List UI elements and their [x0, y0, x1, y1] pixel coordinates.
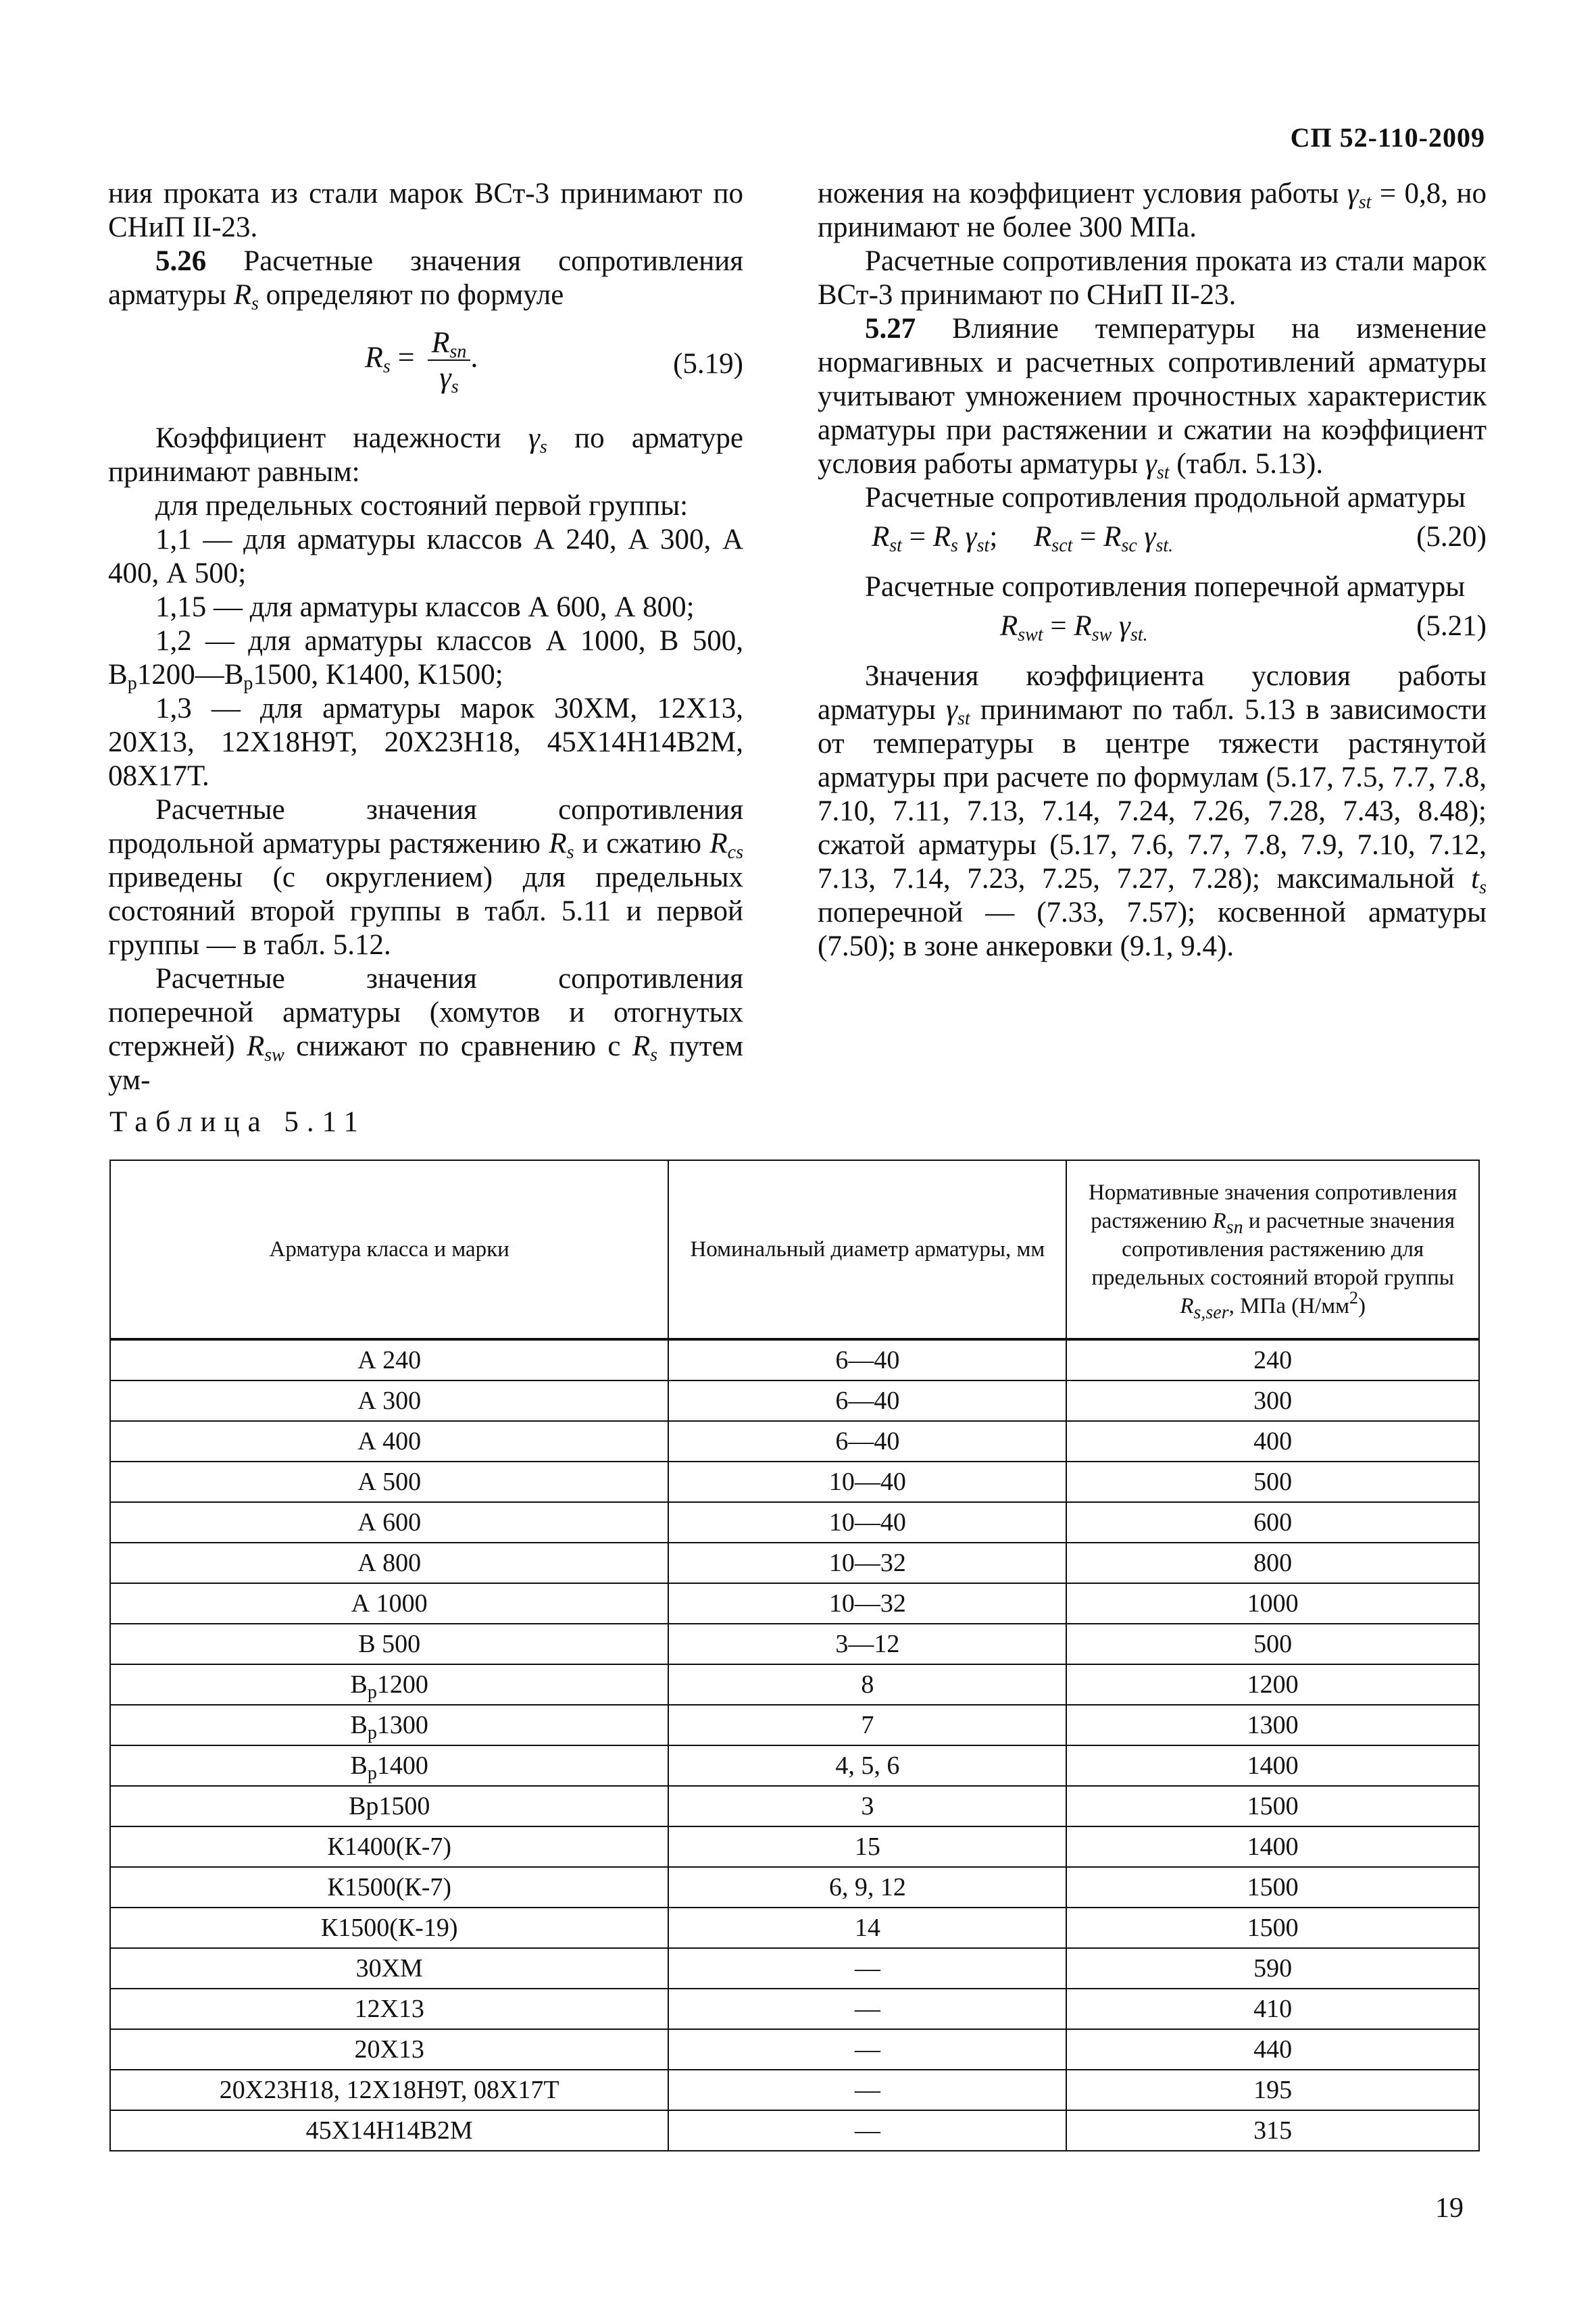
cell-resistance-value: 1500 [1066, 1867, 1479, 1908]
table-row [110, 2029, 1479, 2070]
table-row [110, 1421, 1479, 1462]
cell-diameter: — [668, 1948, 1066, 1989]
formula-fraction: $\frac{R_{sn}}{\gamma_s}$ [428, 326, 471, 395]
cell-grade: К1400(К-7) [110, 1826, 668, 1867]
cell-grade: А 600 [110, 1502, 668, 1543]
cell-grade: А 240 [110, 1339, 668, 1380]
cell-resistance-value: 400 [1066, 1421, 1479, 1462]
table-row [110, 1462, 1479, 1502]
cell-grade: К1500(К-7) [110, 1867, 668, 1908]
cell-resistance-value: 1300 [1066, 1705, 1479, 1745]
table-row [110, 1745, 1479, 1786]
cell-resistance-value: 1500 [1066, 1786, 1479, 1826]
cell-resistance-value: 600 [1066, 1502, 1479, 1543]
table-row [110, 1664, 1479, 1705]
header-resistance: Нормативные значения сопротивления растяжению $R_{sn}$ и расчетные значения сопротивления растяжению для предельных состояний второй группы $R_{s,ser}$, МПа $(Н/мм^2)$ [1066, 1160, 1479, 1339]
list-item: 1,3 — для арматуры марок 30ХМ, 12Х13, 20Х13, 12Х18Н9Т, 20Х23Н18, 45Х14Н14В2М, 08Х17Т. [108, 693, 743, 792]
table-row [110, 1867, 1479, 1908]
section-number: 5.27 [865, 313, 916, 345]
cell-diameter: — [668, 2029, 1066, 2070]
cell-resistance-value: 500 [1066, 1624, 1479, 1664]
header-diameter: Номинальный диаметр арматуры, мм [668, 1160, 1066, 1339]
paragraph-vst3: Расчетные сопротивления проката из стали марок ВСт-3 принимают по СНиП II-23. [818, 245, 1487, 311]
table-header-row [110, 1160, 1479, 1339]
cell-diameter: 14 [668, 1908, 1066, 1948]
formula-number: (5.20) [1416, 521, 1487, 553]
right-text-column [818, 177, 1487, 964]
cell-resistance-value: 240 [1066, 1339, 1479, 1380]
cell-diameter: 10—40 [668, 1462, 1066, 1502]
cell-grade: А 1000 [110, 1583, 668, 1624]
cell-diameter: 6, 9, 12 [668, 1867, 1066, 1908]
cell-diameter: 10—32 [668, 1583, 1066, 1624]
formula-5-21: $R_{swt} = R_{sw}$ $\gamma_{st.}$ (5.21) [1000, 610, 1487, 645]
cell-grade: $В_р1300$ [110, 1705, 668, 1745]
paragraph-reliability-coefficient: Коэффициент надежности $\gamma_s$ по арматуре принимают равным: [108, 422, 743, 488]
cell-diameter: 6—40 [668, 1421, 1066, 1462]
cell-resistance-value: 1500 [1066, 1908, 1479, 1948]
cell-diameter: — [668, 2070, 1066, 2110]
cell-grade: 20Х13 [110, 2029, 668, 2070]
cell-diameter: 4, 5, 6 [668, 1745, 1066, 1786]
cell-diameter: 3 [668, 1786, 1066, 1826]
cell-resistance-value: 300 [1066, 1380, 1479, 1421]
paragraph-coefficient-values: Значения коэффициента условия работы арматуры $\gamma_{st}$ принимают по табл. 5.13 в зависимости от температуры в центре тяжести растянутой арматуры при расчете по формулам (5.17, 7.5, 7.7, 7.8, 7.10, 7.11, 7.13, 7.14, 7.24, 7.26, 7.28, 7.43, 8.48); сжатой арматуры (5.17, 7.6, 7.7, 7.8, 7.9, 7.10, 7.12, 7.13, 7.14, 7.23, 7.25, 7.27, 7.28); максимальной $t_s$ поперечной — (7.33, 7.57); косвенной арматуры (7.50); в зоне анкеровки (9.1, 9.4). [818, 660, 1487, 962]
paragraph-transverse-resistance: Расчетные значения сопротивления поперечной арматуры (хомутов и отогнутых стержней) $R_{sw}$ снижают по сравнению с $R_s$ путем ум- [108, 963, 743, 1096]
cell-resistance-value: 1000 [1066, 1583, 1479, 1624]
paragraph-longitudinal-resistance: Расчетные значения сопротивления продольной арматуры растяжению $R_s$ и сжатию $R_{cs}$ приведены (с округлением) для предельных состояний второй группы в табл. 5.11 и первой группы — в табл. 5.12. [108, 794, 743, 961]
cell-resistance-value: 800 [1066, 1543, 1479, 1583]
cell-grade: 12Х13 [110, 1989, 668, 2029]
document-code-header: СП 52-110-2009 [1290, 122, 1485, 153]
cell-resistance-value: 500 [1066, 1462, 1479, 1502]
formula-number: (5.19) [673, 348, 743, 380]
cell-diameter: 3—12 [668, 1624, 1066, 1664]
cell-diameter: 6—40 [668, 1380, 1066, 1421]
table-row [110, 1502, 1479, 1543]
paragraph-continuation: ножения на коэффициент условия работы $\gamma_{st} = 0,8$, но принимают не более 300 МПа. [818, 178, 1487, 243]
cell-diameter: 6—40 [668, 1339, 1066, 1380]
cell-grade: 45Х14Н14В2М [110, 2110, 668, 2151]
cell-diameter: — [668, 2110, 1066, 2151]
cell-grade: А 400 [110, 1421, 668, 1462]
list-item: 1,15 — для арматуры классов А 600, А 800; [155, 591, 695, 623]
formula-number: (5.21) [1416, 610, 1487, 642]
cell-grade: А 500 [110, 1462, 668, 1502]
cell-resistance-value: 410 [1066, 1989, 1479, 2029]
table-row [110, 1380, 1479, 1421]
cell-resistance-value: 590 [1066, 1948, 1479, 1989]
list-item: 1,2 — для арматуры классов А 1000, В 500, $В_р1200—В_р1500$, К1400, К1500; [108, 625, 743, 694]
table-body [110, 1339, 1479, 2151]
cell-diameter: 15 [668, 1826, 1066, 1867]
paragraph-5-26: 5.26 Расчетные значения сопротивления арматуры $R_s$ определяют по формуле [108, 245, 743, 314]
section-number: 5.26 [155, 245, 207, 277]
cell-resistance-value: 315 [1066, 2110, 1479, 2151]
paragraph-continuation: ния проката из стали марок ВСт-3 принимают по СНиП II-23. [108, 178, 743, 243]
cell-diameter: 8 [668, 1664, 1066, 1705]
cell-grade: $В_р1200$ [110, 1664, 668, 1705]
cell-diameter: — [668, 1989, 1066, 2029]
paragraph-longitudinal: Расчетные сопротивления продольной арматуры [865, 482, 1466, 514]
table-5-11 [109, 1160, 1480, 2151]
cell-grade: А 800 [110, 1543, 668, 1583]
table-row [110, 1339, 1479, 1380]
page-number: 19 [1435, 2193, 1464, 2224]
table-row [110, 1543, 1479, 1583]
cell-grade: 20Х23Н18, 12Х18Н9Т, 08Х17Т [110, 2070, 668, 2110]
cell-grade: К1500(К-19) [110, 1908, 668, 1948]
cell-diameter: 10—32 [668, 1543, 1066, 1583]
table-row [110, 1786, 1479, 1826]
list-item: 1,1 — для арматуры классов А 240, А 300, А 400, А 500; [108, 524, 743, 589]
table-row [110, 1948, 1479, 1989]
cell-grade: $В_р1400$ [110, 1745, 668, 1786]
cell-grade: Вр1500 [110, 1786, 668, 1826]
cell-resistance-value: 195 [1066, 2070, 1479, 2110]
cell-diameter: 10—40 [668, 1502, 1066, 1543]
cell-resistance-value: 1200 [1066, 1664, 1479, 1705]
table-row [110, 1989, 1479, 2029]
cell-resistance-value: 1400 [1066, 1745, 1479, 1786]
cell-resistance-value: 440 [1066, 2029, 1479, 2070]
formula-5-20: $R_{st} = R_s$ $\gamma_{st}$; $R_{sct} = R_{sc}$ $\gamma_{st.}$ (5.20) [872, 521, 1487, 556]
paragraph-transverse: Расчетные сопротивления поперечной арматуры [865, 571, 1466, 603]
table-row [110, 1826, 1479, 1867]
paragraph-5-27: 5.27 Влияние температуры на изменение нормагивных и расчетных сопротивлений арматуры учитывают умножением прочностных характеристик арматуры при растяжении и сжатии на коэффициент условия работы арматуры $\gamma_{st}$ (табл. 5.13). [818, 313, 1487, 483]
cell-grade: 30ХМ [110, 1948, 668, 1989]
table-row [110, 2110, 1479, 2151]
cell-diameter: 7 [668, 1705, 1066, 1745]
paragraph-first-group: для предельных состояний первой группы: [155, 490, 689, 522]
formula-5-19: $R_s$ = $\frac{R_{sn}}{\gamma_s}$ . (5.19) [365, 326, 743, 397]
table-row [110, 1908, 1479, 1948]
table-caption: Таблица 5.11 [109, 1106, 367, 1138]
table-row [110, 1705, 1479, 1745]
cell-grade: А 300 [110, 1380, 668, 1421]
table-row [110, 2070, 1479, 2110]
table-row [110, 1624, 1479, 1664]
header-grade: Арматура класса и марки [110, 1160, 668, 1339]
cell-resistance-value: 1400 [1066, 1826, 1479, 1867]
cell-grade: В 500 [110, 1624, 668, 1664]
table-row [110, 1583, 1479, 1624]
left-text-column [108, 177, 743, 1097]
